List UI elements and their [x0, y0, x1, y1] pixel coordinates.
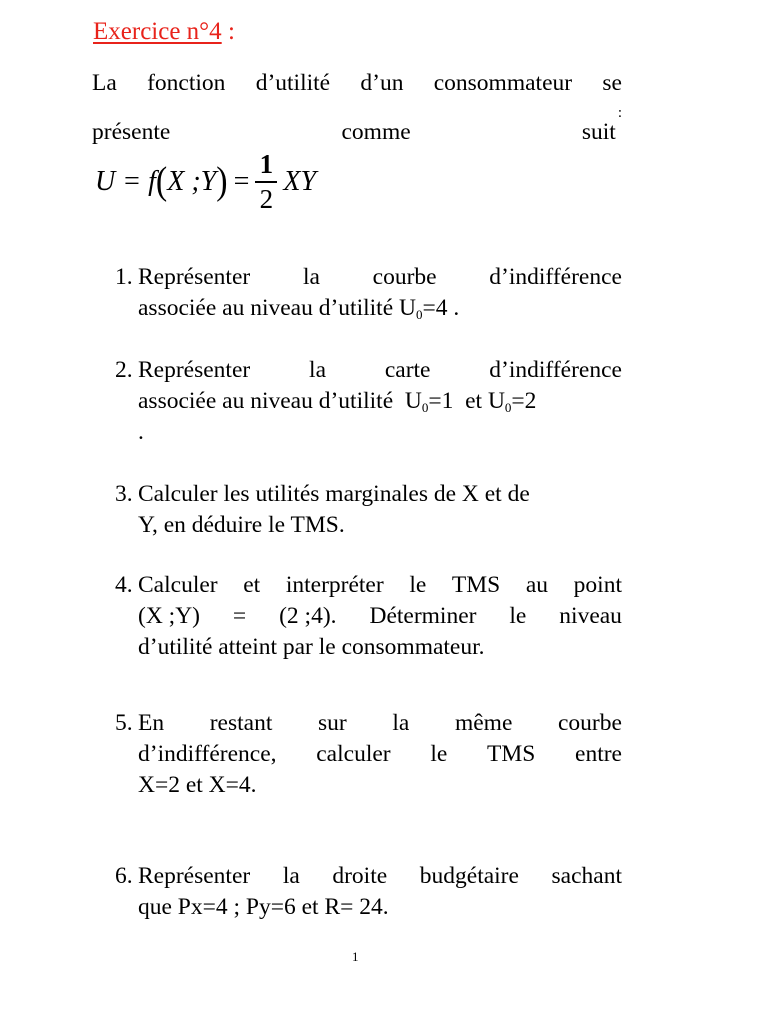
question-line — [138, 355, 622, 386]
question-word: calculer — [316, 741, 391, 767]
question-text: associée au niveau d’utilité U — [138, 295, 416, 321]
formula-fraction — [255, 151, 277, 213]
question-word: le — [509, 603, 527, 629]
question-word: restant — [209, 710, 273, 736]
question-word: budgétaire — [419, 863, 519, 889]
formula-rhs: XY — [283, 166, 317, 197]
question-word: point — [573, 572, 622, 598]
question-text: =4 . — [422, 295, 460, 321]
question-line: Calculer les utilités marginales de X et de — [138, 481, 530, 507]
formula-paren-close: ) — [216, 160, 228, 203]
question-word: droite — [332, 863, 388, 889]
question-word: la — [302, 264, 320, 290]
question-word: sachant — [551, 863, 622, 889]
exercise-title — [93, 18, 235, 46]
formula-equals: = — [233, 166, 250, 197]
formula-lhs: U = f — [95, 166, 156, 197]
exercise-title-text: Exercice n°4 — [93, 18, 222, 45]
question-line: Y, en déduire le TMS. — [138, 512, 345, 538]
question-word: Calculer — [138, 572, 218, 598]
intro-line-2 — [92, 104, 622, 148]
question-word: la — [392, 710, 410, 736]
question-word: la — [282, 863, 300, 889]
subscript: 0 — [504, 400, 512, 415]
question-word: carte — [384, 357, 431, 383]
intro-word: suit — [581, 118, 616, 145]
page-number: 1 — [352, 949, 359, 964]
question-word: Représenter — [138, 357, 251, 383]
question-word: Déterminer — [369, 603, 477, 629]
question-text: =1 et U — [428, 388, 505, 414]
intro-colon: : — [617, 104, 622, 121]
question-line — [138, 293, 622, 324]
question-word: au — [525, 572, 549, 598]
intro-word: présente — [92, 118, 171, 145]
question-line — [138, 708, 622, 739]
question-line: d’utilité atteint par le consommateur. — [138, 634, 485, 660]
question-word: (2 ;4). — [279, 603, 337, 629]
question-word: TMS — [451, 572, 501, 598]
question-word: le — [409, 572, 427, 598]
question-number: 6. — [115, 863, 133, 889]
question-line — [138, 861, 622, 892]
question-line — [138, 262, 622, 293]
subscript: 0 — [421, 400, 429, 415]
question-word: TMS — [486, 741, 536, 767]
question-word: et — [243, 572, 261, 598]
question-6 — [115, 861, 622, 923]
question-text: =2 — [511, 388, 537, 414]
question-line — [138, 601, 622, 632]
question-number: 3. — [115, 481, 133, 507]
intro-word: La — [92, 70, 117, 96]
question-word: d’indifférence, — [138, 741, 277, 767]
intro-word: d’utilité — [255, 70, 331, 96]
intro-word: comme — [341, 118, 411, 145]
question-number: 2. — [115, 357, 133, 383]
question-word: sur — [318, 710, 347, 736]
exercise-title-suffix: : — [221, 18, 235, 45]
question-word: d’indifférence — [489, 357, 622, 383]
fraction-bar — [255, 181, 277, 183]
intro-paragraph — [92, 68, 622, 147]
question-word: même — [454, 710, 513, 736]
intro-word-last — [581, 104, 622, 148]
question-word: la — [309, 357, 327, 383]
question-line: . — [138, 419, 144, 445]
formula-args: X ;Y — [167, 166, 217, 197]
question-line — [138, 739, 622, 770]
subscript: 0 — [415, 307, 423, 322]
question-3 — [115, 479, 622, 541]
question-4 — [115, 570, 622, 663]
intro-word: se — [602, 70, 622, 96]
question-line: que Px=4 ; Py=6 et R= 24. — [138, 894, 389, 920]
question-line: X=2 et X=4. — [138, 772, 257, 798]
question-word: Représenter — [138, 264, 251, 290]
question-5 — [115, 708, 622, 801]
question-word: En — [138, 710, 165, 736]
question-number: 1. — [115, 264, 133, 290]
question-word: Représenter — [138, 863, 251, 889]
question-line — [138, 570, 622, 601]
question-word: niveau — [559, 603, 622, 629]
question-text: associée au niveau d’utilité U — [138, 388, 422, 414]
formula-paren-open: ( — [155, 160, 168, 203]
question-word: (X ;Y) — [138, 603, 200, 629]
utility-formula — [95, 150, 316, 214]
question-word: courbe — [372, 264, 437, 290]
question-word: = — [232, 603, 247, 629]
question-word: d’indifférence — [489, 264, 622, 290]
intro-line-1 — [92, 68, 622, 99]
question-word: interpréter — [285, 572, 384, 598]
question-2 — [115, 355, 622, 448]
question-line — [138, 386, 622, 417]
question-number: 4. — [115, 572, 133, 598]
intro-word: fonction — [147, 70, 226, 96]
fraction-numerator: 1 — [259, 149, 274, 179]
intro-word: consommateur — [433, 70, 573, 96]
question-word: courbe — [558, 710, 622, 736]
intro-word: d’un — [360, 70, 404, 96]
question-word: entre — [575, 741, 622, 767]
question-word: le — [430, 741, 448, 767]
question-number: 5. — [115, 710, 133, 736]
question-1 — [115, 262, 622, 324]
fraction-denominator: 2 — [259, 184, 274, 214]
